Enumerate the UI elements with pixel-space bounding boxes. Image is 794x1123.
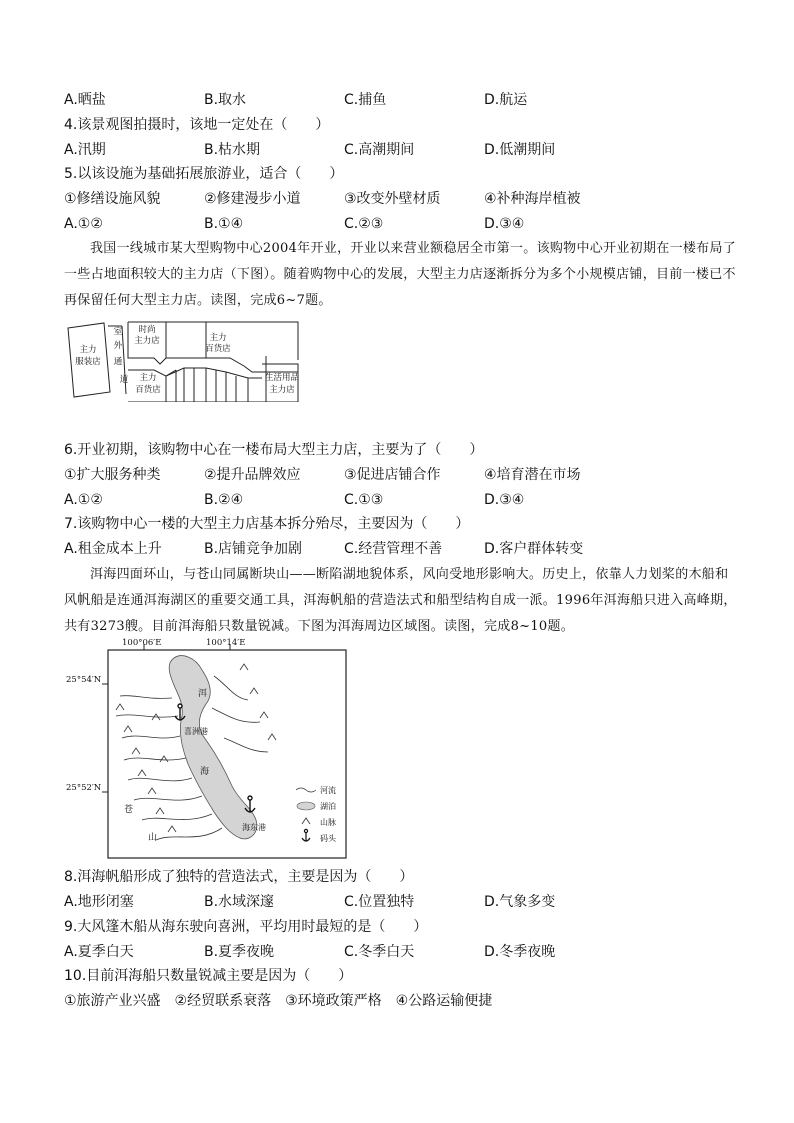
corridor-label-2: 外	[113, 341, 123, 351]
option-d: D.③④	[484, 492, 525, 508]
lake-char-1: 洱	[198, 689, 208, 699]
option-d: D.航运	[484, 92, 528, 108]
mountain-char-2: 山	[148, 833, 158, 843]
mountain-mark	[138, 770, 146, 776]
option-c: C.②③	[344, 216, 384, 232]
river	[116, 715, 178, 717]
clothing-label-1: 主力	[79, 345, 97, 355]
option-b: B.水域深邃	[204, 894, 275, 910]
living-label-1: 生活用品	[264, 373, 300, 383]
option-d: D.气象多变	[484, 894, 556, 910]
lake-char-2: 海	[200, 767, 210, 777]
mountain-mark	[240, 664, 248, 670]
legend-port: 码头	[320, 834, 336, 843]
q5-choices	[64, 189, 744, 209]
option-c: C.①③	[344, 492, 384, 508]
clothing-label-2: 服装店	[75, 357, 101, 367]
corridor-label-1: 室	[113, 327, 123, 337]
river	[156, 828, 222, 840]
mountain-mark	[168, 826, 176, 832]
river	[124, 758, 186, 760]
legend-lake: 湖泊	[320, 802, 336, 811]
q10-stem: 10.目前洱海船只数量锐减主要是因为（ ）	[64, 968, 353, 984]
option-a: A.汛期	[64, 142, 106, 158]
option-a: A.晒盐	[64, 92, 106, 108]
legend-river-symbol	[296, 788, 316, 792]
option-b: B.店铺竞争加剧	[204, 541, 303, 557]
option-b: B.②④	[204, 492, 244, 508]
dept-bottom-label-1: 主力	[139, 373, 157, 383]
lat-label-2: 25°52′N	[66, 783, 102, 793]
mountain-mark	[160, 756, 168, 762]
corridor-label-4: 道	[119, 375, 129, 385]
option-b: B.取水	[204, 92, 247, 108]
fashion-label-2: 主力店	[134, 336, 160, 346]
q5-stem: 5.以该设施为基础拓展旅游业，适合（ ）	[64, 166, 344, 182]
mountain-mark	[116, 704, 124, 710]
mountain-mark	[156, 808, 164, 814]
mountain-char-1: 苍	[124, 805, 134, 815]
river	[214, 676, 248, 700]
option-c: C.位置独特	[344, 894, 415, 910]
q6-stem: 6.开业初期，该购物中心在一楼布局大型主力店，主要为了（ ）	[64, 442, 484, 458]
option-c: C.经营管理不善	[344, 541, 443, 557]
legend-mountain-symbol	[302, 818, 310, 824]
river	[128, 778, 192, 781]
mountain-mark	[124, 726, 132, 732]
legend-lake-symbol	[297, 802, 315, 810]
choice-4: ④培育潜在市场	[484, 467, 581, 483]
option-c: C.高潮期间	[344, 142, 415, 158]
option-c: C.捕鱼	[344, 92, 387, 108]
option-a: A.租金成本上升	[64, 541, 162, 557]
river	[120, 696, 172, 699]
option-a: A.夏季白天	[64, 944, 134, 960]
q8-stem: 8.洱海帆船形成了独特的营造法式，主要是因为（ ）	[64, 869, 414, 885]
lake-shape	[169, 656, 257, 839]
q10-choices: ①旅游产业兴盛 ②经贸联系衰落 ③环境政策严格 ④公路运输便捷	[64, 993, 493, 1009]
q6-options	[64, 490, 744, 510]
option-a: A.地形闭塞	[64, 894, 134, 910]
corridor-label-3: 通	[113, 357, 123, 367]
erhai-region-map	[64, 636, 364, 864]
q8-options	[64, 892, 744, 912]
choice-2: ②提升品牌效应	[204, 467, 301, 483]
port-label-xizhou: 喜洲港	[184, 727, 208, 736]
mountain-mark	[260, 712, 268, 718]
river	[134, 796, 202, 800]
choice-1: ①扩大服务种类	[64, 467, 161, 483]
legend-mountain: 山脉	[320, 818, 336, 827]
choice-1: ①修缮设施风貌	[64, 191, 161, 207]
port-label-haidong: 海东港	[242, 823, 266, 832]
dept-top-label-1: 主力	[209, 333, 227, 343]
q3-options	[64, 90, 744, 110]
river	[212, 708, 260, 722]
option-c: C.冬季白天	[344, 944, 415, 960]
legend-river: 河流	[320, 786, 336, 795]
lat-label-1: 25°54′N	[66, 675, 102, 685]
dept-store-bottom	[166, 358, 298, 372]
living-label-2: 主力店	[269, 385, 295, 395]
choice-4: ④补种海岸植被	[484, 191, 581, 207]
mall-floor-plan	[66, 318, 306, 402]
choice-3: ③改变外壁材质	[344, 191, 441, 207]
mountain-mark	[148, 788, 156, 794]
option-d: D.客户群体转变	[484, 541, 584, 557]
lon-label-1: 100°06′E	[122, 638, 162, 648]
dept-top-label-2: 百货店	[205, 344, 231, 354]
inner-curve	[166, 368, 262, 378]
option-a: A.①②	[64, 216, 103, 232]
mountain-mark	[250, 688, 258, 694]
q7-stem: 7.该购物中心一楼的大型主力店基本拆分殆尽，主要因为（ ）	[64, 516, 470, 532]
lon-label-2: 100°14′E	[206, 638, 246, 648]
fashion-label-1: 时尚	[138, 325, 156, 335]
option-a: A.①②	[64, 492, 103, 508]
option-d: D.冬季夜晚	[484, 944, 556, 960]
river	[224, 738, 268, 752]
choice-2: ②修建漫步小道	[204, 191, 301, 207]
q4-stem: 4.该景观图拍摄时，该地一定处在（ ）	[64, 117, 330, 133]
mountain-mark	[268, 734, 276, 740]
choice-3: ③促进店铺合作	[344, 467, 441, 483]
map-legend	[296, 785, 337, 843]
passage-mall: 我国一线城市某大型购物中心2004年开业，开业以来营业额稳居全市第一。该购物中心开业初期在一楼布局了一些占地面积较大的主力店（下图）。随着购物中心的发展，大型主力店逐渐拆分为多个小规模店铺，目前一楼已不再保留任何大型主力店。读图，完成6~7题。	[64, 241, 737, 308]
q6-choices	[64, 465, 744, 485]
q4-options	[64, 140, 744, 160]
river	[142, 814, 212, 820]
q9-stem: 9.大风篷木船从海东驶向喜洲，平均用时最短的是（ ）	[64, 919, 428, 935]
option-b: B.夏季夜晚	[204, 944, 275, 960]
passage-erhai: 洱海四面环山，与苍山同属断块山——断陷湖地貌体系，风向受地形影响大。历史上，依靠人力划桨的木船和风帆船是连通洱海湖区的重要交通工具，洱海帆船的营造法式和船型结构自成一派。1996年洱海船只进入高峰期，共有3273艘。目前洱海船只数量锐减。下图为洱海周边区域图。读图，完成8~10题。	[64, 567, 737, 634]
anchor-icon	[245, 796, 255, 812]
dept-bottom-label-2: 百货店	[135, 385, 161, 395]
q7-options	[64, 539, 744, 559]
mountain-mark	[132, 748, 140, 754]
option-b: B.①④	[204, 216, 244, 232]
river	[122, 736, 180, 738]
option-d: D.低潮期间	[484, 142, 556, 158]
q9-options	[64, 942, 744, 962]
living-store-outline	[262, 364, 298, 402]
q5-options	[64, 214, 744, 234]
option-b: B.枯水期	[204, 142, 261, 158]
legend-anchor-icon	[302, 829, 310, 841]
option-d: D.③④	[484, 216, 525, 232]
